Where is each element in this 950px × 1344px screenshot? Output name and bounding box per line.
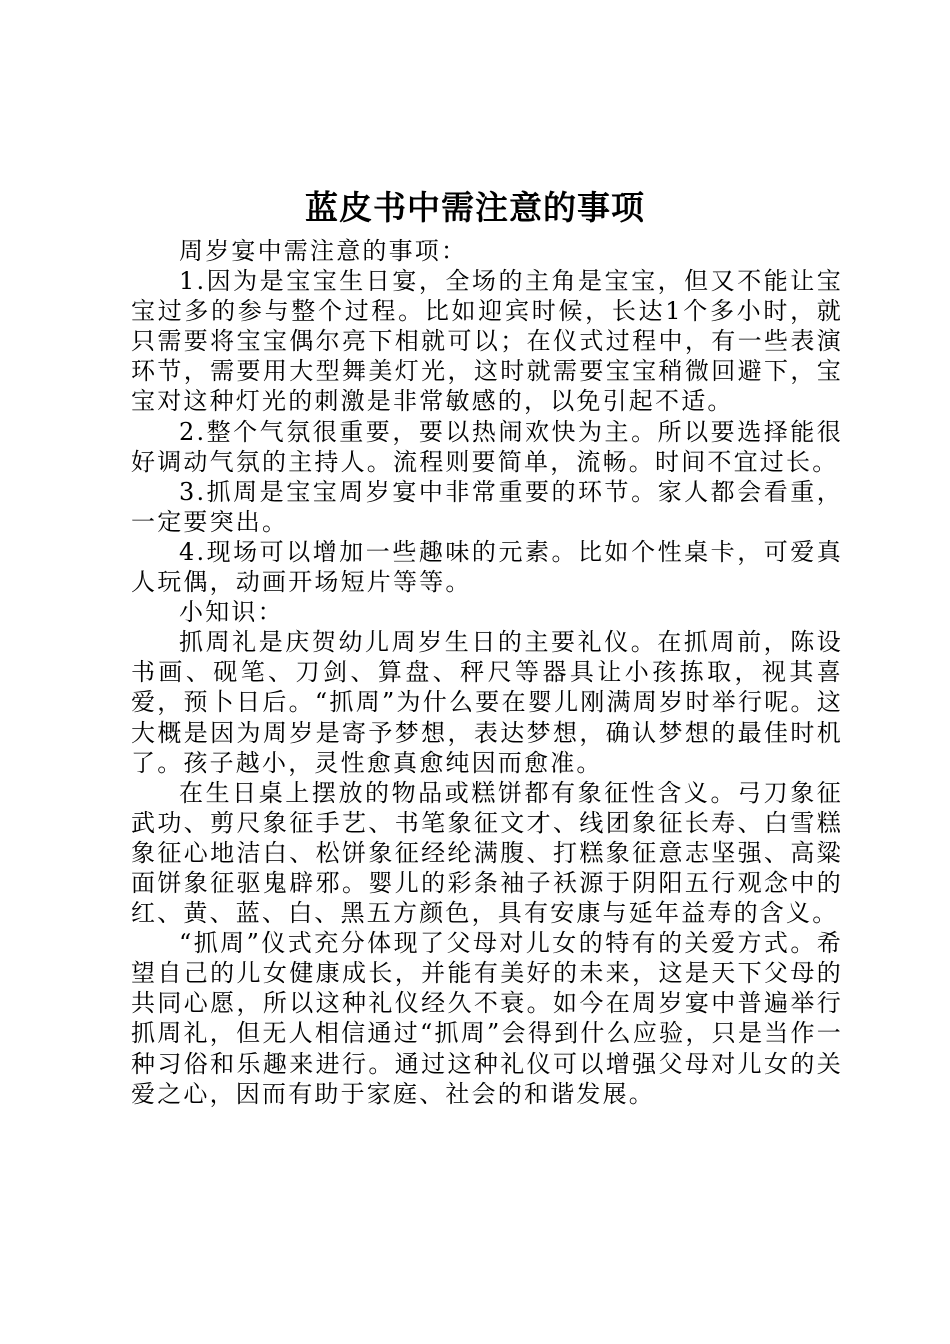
paragraph-item-1: 1.因为是宝宝生日宴，全场的主角是宝宝，但又不能让宝宝过多的参与整个过程。比如迎宾时候，长达1个多小时，就只需要将宝宝偶尔亮下相就可以；在仪式过程中，有一些表演环节，需要用大型舞美灯光，这时就需要宝宝稍微回避下，宝宝对这种灯光的刺激是非常敏感的，以免引起不适。 — [131, 267, 843, 416]
document-title: 蓝皮书中需注意的事项 — [305, 188, 645, 227]
document-body — [131, 236, 843, 1109]
paragraph-item-3: 3.抓周是宝宝周岁宴中非常重要的环节。家人都会看重，一定要突出。 — [131, 477, 843, 536]
paragraph-knowledge-1: 抓周礼是庆贺幼儿周岁生日的主要礼仪。在抓周前，陈设书画、砚笔、刀剑、算盘、秤尺等器具让小孩拣取，视其喜爱，预卜日后。“抓周”为什么要在婴儿刚满周岁时举行呢。这大概是因为周岁是寄予梦想，表达梦想，确认梦想的最佳时机了。孩子越小，灵性愈真愈纯因而愈准。 — [131, 628, 843, 777]
paragraph-intro-heading: 周岁宴中需注意的事项： — [179, 237, 468, 265]
paragraph-item-2: 2.整个气氛很重要，要以热闹欢快为主。所以要选择能很好调动气氛的主持人。流程则要简单，流畅。时间不宜过长。 — [131, 417, 843, 476]
paragraph-knowledge-2: 在生日桌上摆放的物品或糕饼都有象征性含义。弓刀象征武功、剪尺象征手艺、书笔象征文才、线团象征长寿、白雪糕象征心地洁白、松饼象征经纶满腹、打糕象征意志坚强、高粱面饼象征驱鬼辟邪。婴儿的彩条袖子袄源于阴阳五行观念中的红、黄、蓝、白、黑五方颜色，具有安康与延年益寿的含义。 — [131, 778, 843, 928]
paragraph-knowledge-heading: 小知识： — [179, 598, 284, 627]
paragraph-item-4: 4.现场可以增加一些趣味的元素。比如个性桌卡，可爱真人玩偶，动画开场短片等等。 — [131, 537, 843, 597]
paragraph-knowledge-3: “抓周”仪式充分体现了父母对儿女的特有的关爱方式。希望自己的儿女健康成长，并能有美好的未来，这是天下父母的共同心愿，所以这种礼仪经久不衰。如今在周岁宴中普遍举行抓周礼，但无人相信通过“抓周”会得到什么应验，只是当作一种习俗和乐趣来进行。通过这种礼仪可以增强父母对儿女的关爱之心，因而有助于家庭、社会的和谐发展。 — [131, 929, 843, 1108]
